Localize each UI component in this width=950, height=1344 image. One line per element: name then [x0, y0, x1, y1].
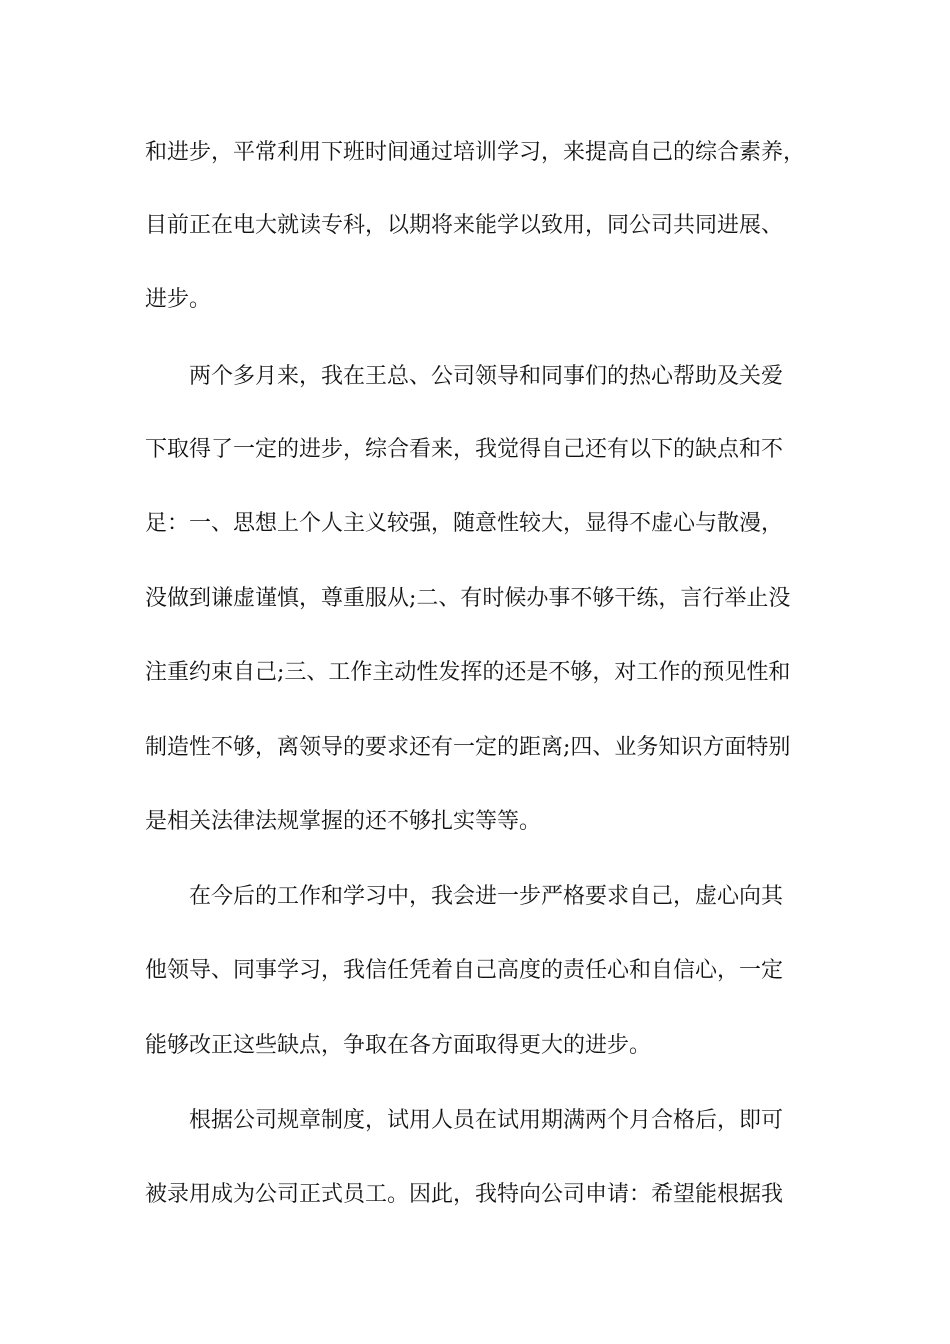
- paragraph-start-line: 两个多月来，我在王总、公司领导和同事们的热心帮助及关爱: [189, 364, 784, 389]
- text-line: 下取得了一定的进步，综合看来，我觉得自己还有以下的缺点和不: [145, 437, 784, 462]
- text-line: 注重约束自己;三、工作主动性发挥的还是不够，对工作的预见性和: [145, 660, 791, 685]
- text-line: 进步。: [145, 287, 212, 312]
- text-line: 他领导、同事学习，我信任凭着自己高度的责任心和自信心，一定: [145, 958, 784, 983]
- text-line: 被录用成为公司正式员工。因此，我特向公司申请：希望能根据我: [145, 1182, 784, 1207]
- text-line: 目前正在电大就读专科，以期将来能学以致用，同公司共同进展、: [145, 213, 784, 238]
- paragraph-start-line: 根据公司规章制度，试用人员在试用期满两个月合格后，即可: [189, 1108, 784, 1133]
- text-line: 没做到谦虚谨慎，尊重服从;二、有时候办事不够干练，言行举止没: [145, 586, 791, 611]
- text-line: 能够改正这些缺点，争取在各方面取得更大的进步。: [145, 1033, 652, 1058]
- text-line: 是相关法律法规掌握的还不够扎实等等。: [145, 809, 542, 834]
- text-line: 和进步，平常利用下班时间通过培训学习，来提高自己的综合素养，: [145, 140, 806, 165]
- text-line: 制造性不够，离领导的要求还有一定的距离;四、业务知识方面特别: [145, 735, 791, 760]
- paragraph-start-line: 在今后的工作和学习中，我会进一步严格要求自己，虚心向其: [189, 884, 784, 909]
- text-line: 足：一、思想上个人主义较强，随意性较大，显得不虚心与散漫，: [145, 511, 784, 536]
